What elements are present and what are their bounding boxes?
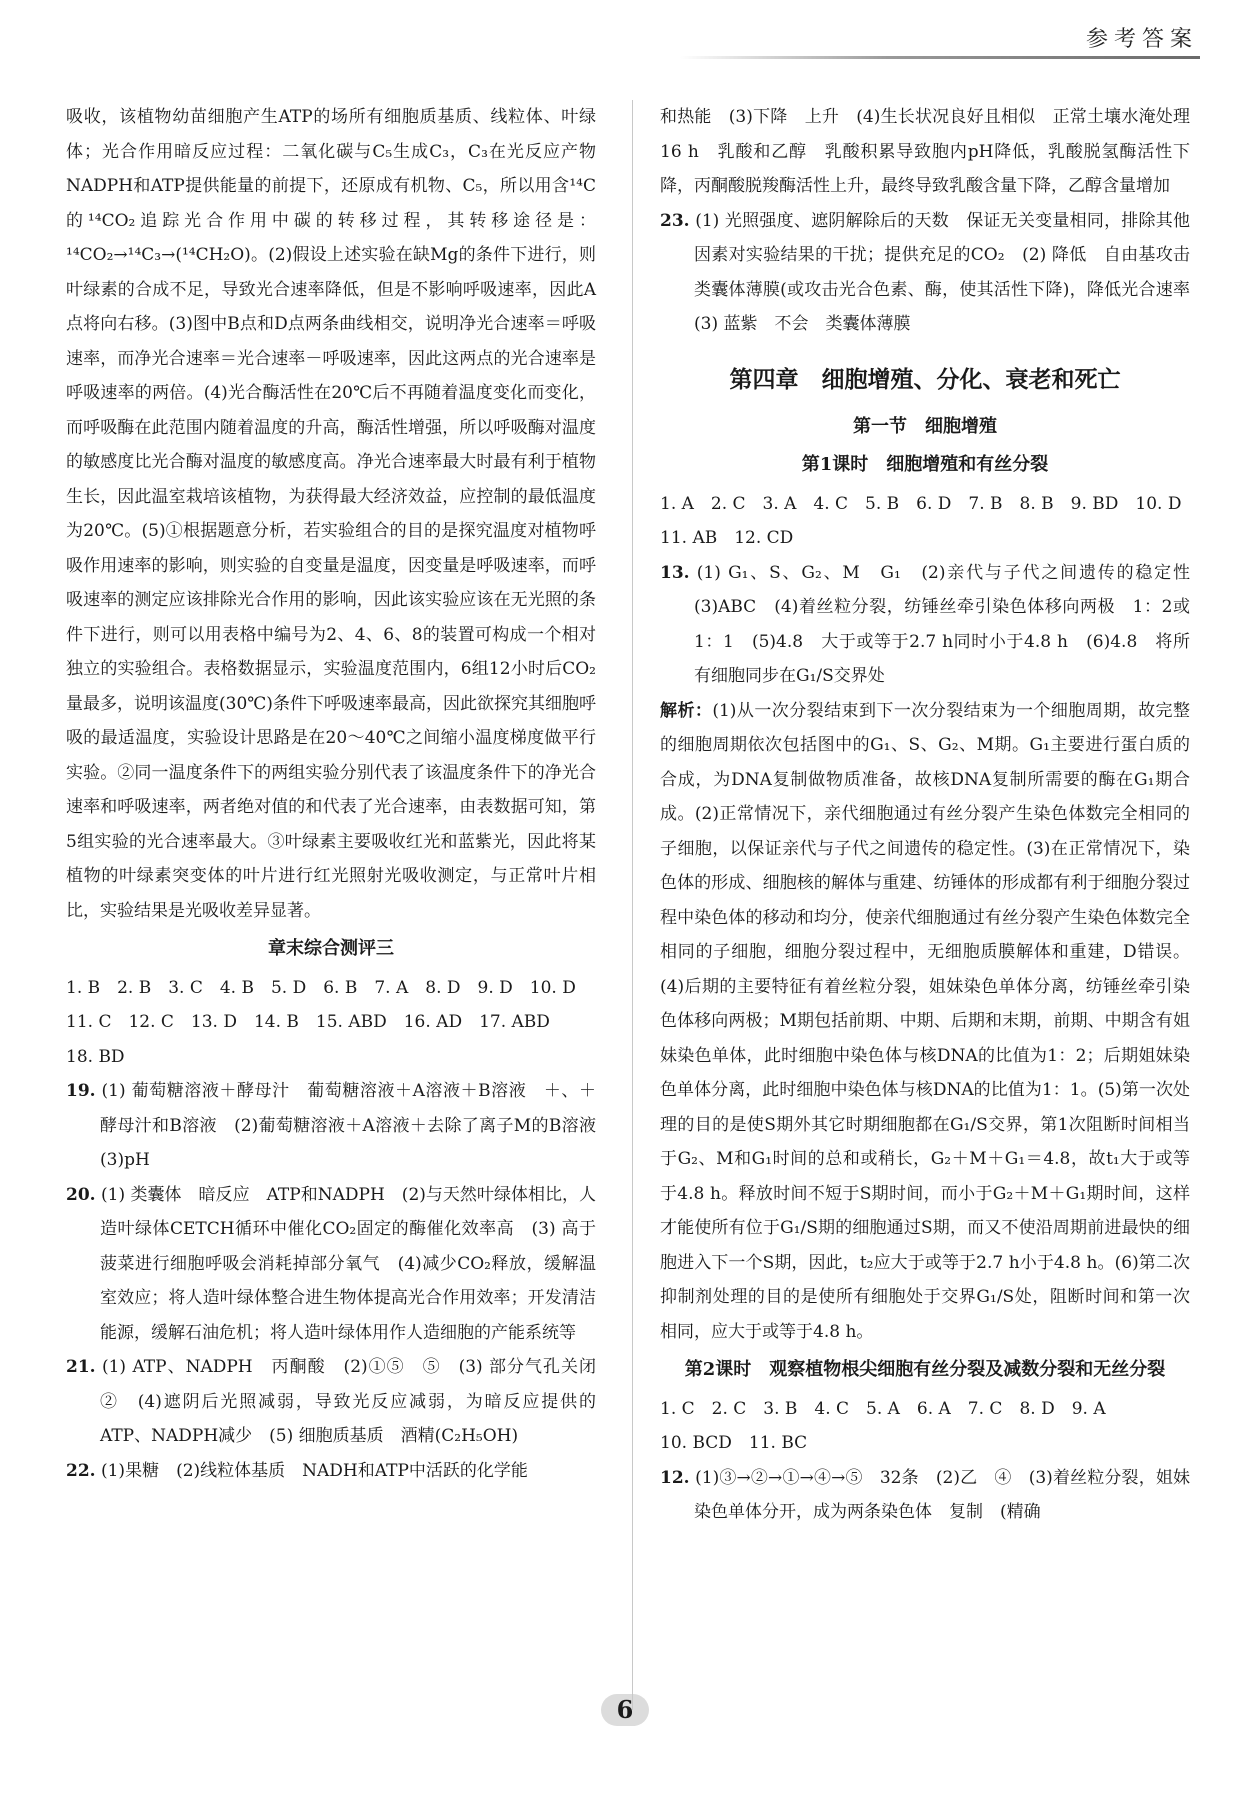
right-column <box>660 100 1207 1530</box>
question-number: 12. <box>660 1467 690 1488</box>
answer-row: 11. C 12. C 13. D 14. B 15. ABD 16. AD 17. ABD <box>66 1012 550 1032</box>
lesson-title: 第2课时 观察植物根尖细胞有丝分裂及减数分裂和无丝分裂 <box>684 1359 1166 1380</box>
answer-item-23 <box>660 204 1207 342</box>
answer-item-21 <box>66 1350 614 1454</box>
question-number: 23. <box>660 210 690 231</box>
analysis-label: 解析： <box>660 700 713 721</box>
answer-item-12 <box>660 1461 1190 1530</box>
column-divider <box>632 100 633 1710</box>
answer-text: (1) ATP、NADPH 丙酮酸 (2)①⑤ ⑤ (3) 部分气孔关闭 ② (4)遮阴后光照减弱，导致光反应减弱，为暗反应提供的ATP、NADPH减少 (5) 细胞质基质 酒精(C₂H₅OH) <box>100 1357 614 1446</box>
question-number: 19. <box>66 1081 96 1101</box>
answer-item-19 <box>66 1074 613 1178</box>
answer-row: 11. AB 12. CD <box>660 528 794 548</box>
answer-text: (1) 葡萄糖溶液＋酵母汁 葡萄糖溶液＋A溶液＋B溶液 ＋、＋ 酵母汁和B溶液 (2)葡萄糖溶液＋A溶液＋去除了离子M的B溶液 (3)pH <box>100 1081 613 1170</box>
header-rule <box>680 56 1200 59</box>
lesson-title: 第1课时 细胞增殖和有丝分裂 <box>801 454 1049 475</box>
page-header <box>0 0 1250 64</box>
question-number: 13. <box>660 562 690 583</box>
answer-text: (1) G₁、S、G₂、M G₁ (2)亲代与子代之间遗传的稳定性 (3)ABC (4)着丝粒分裂，纺锤丝牵引染色体移向两极 1：2或1：1 (5)4.8 大于或等于2.7 h同时小于4.8 h (6)4.8 将所有细胞同步在G₁/S交界处 <box>694 562 1207 686</box>
answer-text: (1)③→②→①→④→⑤ 32条 (2)乙 ④ (3)着丝粒分裂，姐妹染色单体分开，成为两条染色体 复制 (精确 <box>694 1467 1190 1522</box>
answer-item-20 <box>66 1178 613 1351</box>
answer-text: (1) 类囊体 暗反应 ATP和NADPH (2)与天然叶绿体相比，人造叶绿体CETCH循环中催化CO₂固定的酶催化效率高 (3) 高于 菠菜进行细胞呼吸会消耗掉部分氧气 (4)减少CO₂释放，缓解温室效应；将人造叶绿体整合进生物体提高光合作用效率；开发清洁能源，缓解石油危机；将人造叶绿体用作人造细胞的产能系统等 <box>100 1184 613 1343</box>
answer-text: (1) 光照强度、遮阴解除后的天数 保证无关变量相同，排除其他因素对实验结果的干扰；提供充足的CO₂ (2) 降低 自由基攻击类囊体薄膜(或攻击光合色素、酶，使其活性下降)，降低光合速率 (3) 蓝紫 不会 类囊体薄膜 <box>694 210 1207 334</box>
answer-text: (1)果糖 (2)线粒体基质 NADH和ATP中活跃的化学能 <box>100 1460 528 1481</box>
header-title: 参考答案 <box>1085 27 1198 52</box>
section-title: 章末综合测评三 <box>268 938 394 959</box>
answer-row: 18. BD <box>66 1046 125 1067</box>
chapter-title: 第四章 细胞增殖、分化、衰老和死亡 <box>729 365 1121 393</box>
question-number: 20. <box>66 1184 96 1205</box>
question-number: 21. <box>66 1357 96 1377</box>
answer-row: 1. A 2. C 3. A 4. C 5. B 6. D 7. B 8. B 9. BD 10. D <box>660 493 1182 514</box>
intro-paragraph: 吸收，该植物幼苗细胞产生ATP的场所有细胞质基质、线粒体、叶绿体；光合作用暗反应过程：二氧化碳与C₅生成C₃，C₃在光反应产物NADPH和ATP提供能量的前提下，还原成有机物、C₅，所以用含¹⁴C的¹⁴CO₂追踪光合作用中碳的转移过程，其转移途径是：¹⁴CO₂→¹⁴C₃→(¹⁴CH₂O)。(2)假设上述实验在缺Mg的条件下进行，则叶绿素的合成不足，导致光合速率降低，但是不影响呼吸速率，因此A点将向右移。(3)图中B点和D点两条曲线相交，说明净光合速率＝呼吸速率，而净光合速率＝光合速率－呼吸速率，因此这两点的光合速率是呼吸速率的两倍。(4)光合酶活性在20℃后不再随着温度变化而变化，而呼吸酶在此范围内随着温度的升高，酶活性增强，所以呼吸酶对温度的敏感度比光合酶对温度的敏感度高。净光合速率最大时最有利于植物生长，因此温室栽培该植物，为获得最大经济效益，应控制的最低温度为20℃。(5)①根据题意分析，若实验组合的目的是探究温度对植物呼吸作用速率的影响，则实验的自变量是温度，因变量是呼吸速率，而呼吸速率的测定应该排除光合作用的影响，因此该实验应该在无光照的条件下进行，则可以用表格中编号为2、4、6、8的装置可构成一个相对独立的实验组合。表格数据显示，实验温度范围内，6组12小时后CO₂量最多，说明该温度(30℃)条件下呼吸速率最高，因此欲探究其细胞呼吸的最适温度，实验设计思路是在20～40℃之间缩小温度梯度做平行实验。②同一温度条件下的两组实验分别代表了该温度条件下的净光合速率和呼吸速率，两者绝对值的和代表了光合速率，由表数据可知，第5组实验的光合速率最大。③叶绿素主要吸收红光和蓝紫光，因此将某植物的叶绿素突变体的叶片进行红光照射光吸收测定，与正常叶片相比，实验结果是光吸收差异显著。 <box>66 107 596 921</box>
analysis-paragraph <box>660 694 1190 1350</box>
continuation-text: 和热能 (3)下降 上升 (4)生长状况良好且相似 正常土壤水淹处理16 h 乳酸和乙醇 乳酸积累导致胞内pH降低，乳酸脱氢酶活性下降，丙酮酸脱羧酶活性上升，最终导致乳酸含量下降，乙醇含量增加 <box>660 107 1190 196</box>
analysis-text: (1)从一次分裂结束到下一次分裂结束为一个细胞周期，故完整的细胞周期依次包括图中的G₁、S、G₂、M期。G₁主要进行蛋白质的合成，为DNA复制做物质准备，故核DNA复制所需要的酶在G₁期合成。(2)正常情况下，亲代细胞通过有丝分裂产生染色体数完全相同的子细胞，以保证亲代与子代之间遗传的稳定性。(3)在正常情况下，染色体的形成、细胞核的解体与重建、纺锤体的形成都有利于细胞分裂过程中染色体的移动和均分，使亲代细胞通过有丝分裂产生染色体数完全相同的子细胞，细胞分裂过程中，无细胞质膜解体和重建，D错误。(4)后期的主要特征有着丝粒分裂，姐妹染色单体分离，纺锤丝牵引染色体移向两极；M期包括前期、中期、后期和末期，前期、中期含有姐妹染色单体，此时细胞中染色体与核DNA的比值为1：2；后期姐妹染色单体分离，此时细胞中染色体与核DNA的比值为1：1。(5)第一次处理的目的是使S期外其它时期细胞都在G₁/S交界，第1次阻断时间相当于G₂、M和G₁时间的总和或稍长，G₂＋M＋G₁＝4.8，故t₁大于或等于4.8 h。释放时间不短于S期时间，而小于G₂＋M＋G₁期时间，这样才能使所有位于G₁/S期的细胞通过S期，而又不使沿周期前进最快的细胞进入下一个S期，因此，t₂应大于或等于2.7 h小于4.8 h。(6)第二次抑制剂处理的目的是使所有细胞处于交界G₁/S处，阻断时间和第一次相同，应大于或等于4.8 h。 <box>660 700 1190 1342</box>
answer-item-22 <box>66 1454 596 1489</box>
answer-row: 1. C 2. C 3. B 4. C 5. A 6. A 7. C 8. D 9. A <box>660 1398 1106 1419</box>
left-column <box>66 100 614 1488</box>
question-number: 22. <box>66 1460 96 1481</box>
answer-row: 10. BCD 11. BC <box>660 1433 808 1453</box>
answer-row: 1. B 2. B 3. C 4. B 5. D 6. B 7. A 8. D 9. D 10. D <box>66 977 576 998</box>
section-title: 第一节 细胞增殖 <box>853 415 997 437</box>
answer-item-13 <box>660 556 1207 694</box>
page-number: 6 <box>595 1690 655 1730</box>
